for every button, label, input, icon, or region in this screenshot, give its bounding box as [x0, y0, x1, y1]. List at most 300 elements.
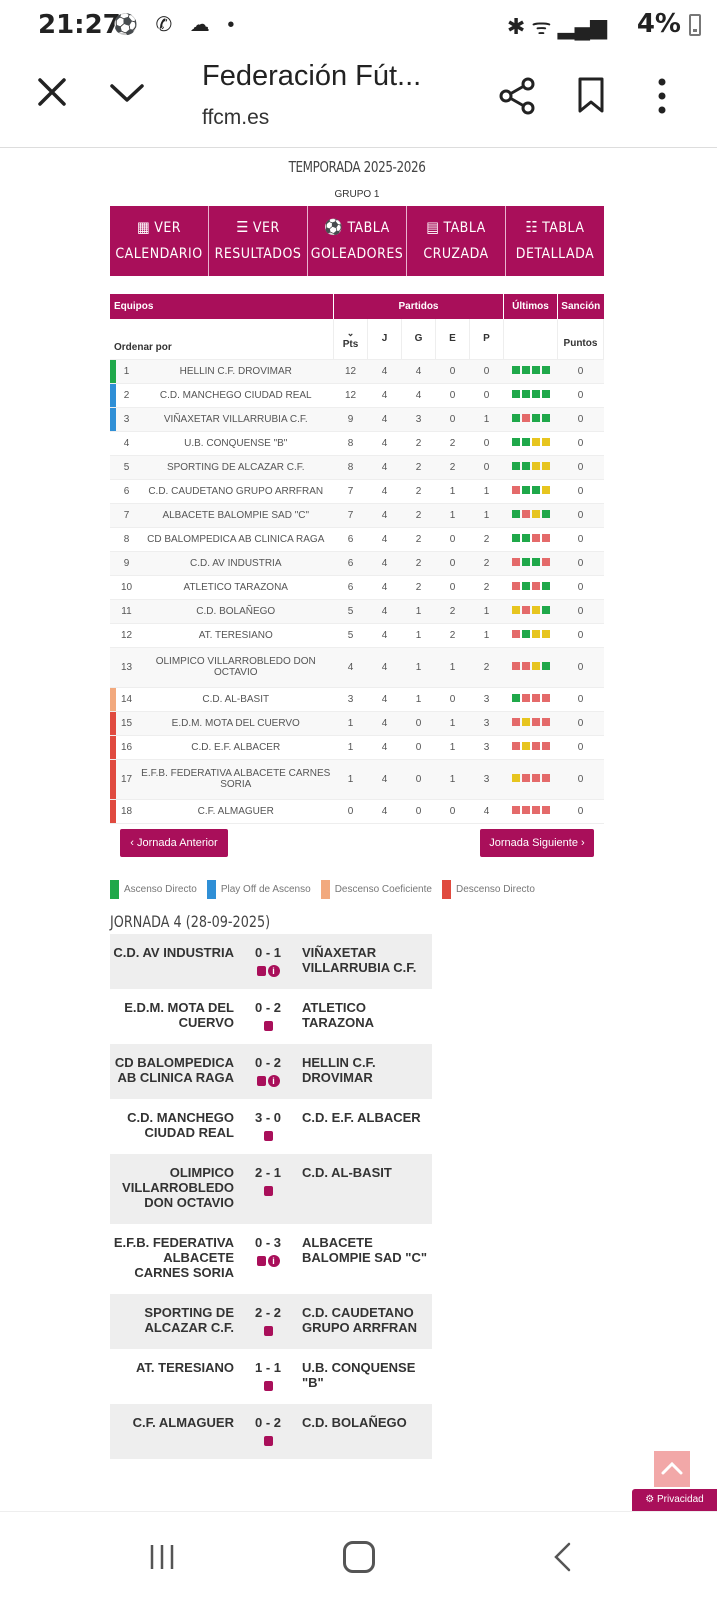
position-number: 3 [123, 413, 130, 425]
table-row[interactable] [110, 527, 604, 551]
stat-j: 4 [368, 687, 402, 711]
team-link[interactable]: C.D. CAUDETANO GRUPO ARRFRAN [134, 479, 334, 503]
position-cell [110, 383, 134, 407]
chevron-right-icon: › [577, 837, 585, 849]
match-score-block [238, 1235, 298, 1294]
col-e: E [436, 319, 470, 359]
form-badge [532, 774, 540, 782]
home-team: C.F. ALMAGUER [132, 1415, 234, 1430]
form-badge [542, 390, 550, 398]
form-badge [542, 462, 550, 470]
next-round-button[interactable] [480, 829, 594, 857]
team-link[interactable]: C.D. AL-BASIT [134, 687, 334, 711]
position-number: 6 [123, 485, 130, 497]
match-report-icon[interactable] [264, 1021, 273, 1031]
stat-e: 0 [436, 407, 470, 431]
team-link[interactable]: C.D. MANCHEGO CIUDAD REAL [134, 383, 334, 407]
next-round-label: Jornada Siguiente [489, 837, 578, 849]
form-badges [512, 582, 550, 590]
menu-label: CALENDARIO [115, 246, 203, 262]
match-icons [238, 1435, 298, 1447]
last-results [504, 479, 558, 503]
table-row[interactable] [110, 623, 604, 647]
match-report-icon[interactable] [264, 1381, 273, 1391]
stat-pts: 7 [334, 479, 368, 503]
match-score-block [238, 1165, 298, 1224]
stat-e: 0 [436, 383, 470, 407]
info-icon[interactable]: i [268, 965, 280, 977]
legend-item [110, 880, 197, 899]
page-url[interactable]: ffcm.es [202, 106, 270, 129]
form-badge [542, 486, 550, 494]
form-badges [512, 774, 550, 782]
team-link[interactable]: C.D. AV INDUSTRIA [134, 551, 334, 575]
match-list [110, 934, 432, 1459]
stat-pts: 7 [334, 503, 368, 527]
position-number: 12 [120, 629, 133, 641]
team-link[interactable]: CD BALOMPEDICA AB CLINICA RAGA [134, 527, 334, 551]
match-report-icon[interactable] [257, 1256, 266, 1266]
team-link[interactable]: C.D. BOLAÑEGO [134, 599, 334, 623]
form-badge [512, 774, 520, 782]
stat-j: 4 [368, 551, 402, 575]
zone-marker [110, 360, 116, 383]
stat-p: 1 [470, 407, 504, 431]
form-badge [532, 582, 540, 590]
away-team: C.D. BOLAÑEGO [302, 1415, 407, 1430]
menu-ver-calendario[interactable] [110, 206, 209, 276]
match-report-icon[interactable] [264, 1326, 273, 1336]
form-badge [522, 774, 530, 782]
stat-p: 4 [470, 799, 504, 823]
chevron-down-icon[interactable] [108, 78, 146, 108]
form-badge [532, 486, 540, 494]
match-score: 0 - 2 [254, 1415, 281, 1430]
form-badge [512, 486, 520, 494]
browser-toolbar [0, 50, 717, 148]
table-row[interactable] [110, 575, 604, 599]
form-badge [542, 662, 550, 670]
form-badge [522, 742, 530, 750]
table-row[interactable] [110, 735, 604, 759]
sort-pts[interactable] [334, 319, 368, 359]
stat-pts: 1 [334, 735, 368, 759]
form-badge [542, 582, 550, 590]
stat-p: 1 [470, 623, 504, 647]
match-row[interactable] [110, 989, 432, 1044]
stat-sancion: 0 [558, 503, 604, 527]
stat-e: 1 [436, 479, 470, 503]
table-row[interactable] [110, 479, 604, 503]
form-badge [522, 366, 530, 374]
stat-p: 0 [470, 383, 504, 407]
stat-j: 4 [368, 799, 402, 823]
stat-e: 2 [436, 599, 470, 623]
stat-pts: 5 [334, 623, 368, 647]
form-badges [512, 462, 550, 470]
home-team: CD BALOMPEDICA AB CLINICA RAGA [114, 1055, 234, 1085]
match-icons [238, 965, 298, 977]
form-badge [532, 438, 540, 446]
match-report-icon[interactable] [264, 1131, 273, 1141]
form-badge [512, 534, 520, 542]
table-row[interactable] [110, 711, 604, 735]
menu-tabla-goleadores[interactable] [308, 206, 407, 276]
menu-tabla-detallada[interactable] [506, 206, 604, 276]
legend-swatch [110, 880, 119, 899]
form-badge [522, 606, 530, 614]
last-results [504, 599, 558, 623]
stat-sancion: 0 [558, 431, 604, 455]
form-badges [512, 662, 550, 670]
info-icon[interactable]: i [268, 1255, 280, 1267]
stat-sancion: 0 [558, 759, 604, 799]
stat-sancion: 0 [558, 735, 604, 759]
position-cell [110, 599, 134, 623]
table-row[interactable] [110, 359, 604, 383]
match-report-icon[interactable] [257, 966, 266, 976]
privacy-button[interactable] [632, 1489, 717, 1511]
stat-j: 4 [368, 479, 402, 503]
away-team: C.D. CAUDETANO GRUPO ARRFRAN [302, 1305, 418, 1335]
stat-e: 0 [436, 359, 470, 383]
team-link[interactable]: HELLIN C.F. DROVIMAR [134, 359, 334, 383]
match-report-icon[interactable] [264, 1436, 273, 1446]
table-row[interactable] [110, 407, 604, 431]
stat-j: 4 [368, 575, 402, 599]
stat-pts: 9 [334, 407, 368, 431]
stat-sancion: 0 [558, 479, 604, 503]
form-badges [512, 534, 550, 542]
match-score: 0 - 2 [254, 1055, 281, 1070]
position-number: 4 [123, 437, 130, 449]
last-results [504, 503, 558, 527]
legend [110, 880, 545, 899]
form-badge [512, 414, 520, 422]
table-row[interactable] [110, 799, 604, 823]
stat-e: 0 [436, 799, 470, 823]
form-badge [542, 534, 550, 542]
stat-e: 1 [436, 759, 470, 799]
status-bar [0, 0, 717, 50]
home-team: AT. TERESIANO [136, 1360, 234, 1375]
form-badge [532, 718, 540, 726]
match-row[interactable] [110, 1349, 432, 1404]
stat-g: 4 [402, 359, 436, 383]
table-row[interactable] [110, 599, 604, 623]
position-number: 14 [120, 693, 133, 705]
match-row[interactable] [110, 934, 432, 989]
menu-label: TABLA [443, 220, 486, 236]
stat-pts: 6 [334, 551, 368, 575]
match-row[interactable] [110, 1404, 432, 1459]
chevron-left-icon: ‹ [130, 837, 137, 849]
table-row[interactable] [110, 687, 604, 711]
position-cell [110, 687, 134, 711]
stat-j: 4 [368, 647, 402, 687]
form-badge [542, 606, 550, 614]
stat-sancion: 0 [558, 383, 604, 407]
stat-e: 1 [436, 711, 470, 735]
home-team: OLIMPICO VILLARROBLEDO DON OCTAVIO [122, 1165, 234, 1210]
match-row[interactable] [110, 1099, 432, 1154]
stat-pts: 8 [334, 455, 368, 479]
stat-sancion: 0 [558, 407, 604, 431]
stat-p: 3 [470, 735, 504, 759]
form-badge [512, 694, 520, 702]
stat-j: 4 [368, 407, 402, 431]
recents-icon[interactable] [147, 1542, 177, 1572]
header-ultimos: Últimos [504, 294, 558, 319]
form-badge [532, 630, 540, 638]
form-badge [522, 534, 530, 542]
position-number: 15 [120, 717, 133, 729]
legend-label: Ascenso Directo [124, 884, 197, 895]
zone-marker [110, 688, 116, 711]
position-number: 18 [120, 805, 133, 817]
team-link[interactable]: C.F. ALMAGUER [134, 799, 334, 823]
form-badge [532, 694, 540, 702]
position-cell [110, 359, 134, 383]
position-cell [110, 711, 134, 735]
match-score: 0 - 2 [254, 1000, 281, 1015]
standings-table [110, 294, 604, 824]
stat-g: 1 [402, 647, 436, 687]
position-number: 13 [120, 661, 133, 673]
stat-g: 2 [402, 551, 436, 575]
away-team: HELLIN C.F. DROVIMAR [302, 1055, 376, 1085]
stat-e: 2 [436, 623, 470, 647]
team-link[interactable]: U.B. CONQUENSE "B" [134, 431, 334, 455]
home-icon[interactable] [343, 1541, 375, 1573]
form-badge [532, 414, 540, 422]
stat-sancion: 0 [558, 647, 604, 687]
stat-sancion: 0 [558, 575, 604, 599]
sort-label: Ordenar por [110, 319, 334, 359]
stat-sancion: 0 [558, 527, 604, 551]
stat-g: 2 [402, 479, 436, 503]
table-row[interactable] [110, 551, 604, 575]
form-badges [512, 438, 550, 446]
stat-p: 1 [470, 599, 504, 623]
last-results [504, 551, 558, 575]
table-row[interactable] [110, 383, 604, 407]
stat-j: 4 [368, 735, 402, 759]
stat-e: 2 [436, 455, 470, 479]
stat-sancion: 0 [558, 599, 604, 623]
form-badge [542, 718, 550, 726]
menu-ver-resultados[interactable] [209, 206, 308, 276]
team-link[interactable]: OLIMPICO VILLARROBLEDO DON OCTAVIO [134, 647, 334, 687]
stat-p: 1 [470, 503, 504, 527]
round-title: JORNADA 4 (28-09-2025) [110, 912, 271, 931]
share-icon[interactable] [497, 76, 537, 116]
position-cell [110, 431, 134, 455]
menu-label: TABLA [347, 220, 390, 236]
team-link[interactable]: VIÑAXETAR VILLARRUBIA C.F. [134, 407, 334, 431]
match-score-block [238, 945, 298, 989]
stat-j: 4 [368, 527, 402, 551]
group-title: GRUPO 1 [334, 189, 380, 200]
position-cell [110, 647, 134, 687]
team-link[interactable]: C.D. E.F. ALBACER [134, 735, 334, 759]
stat-g: 0 [402, 759, 436, 799]
menu-label: CRUZADA [423, 246, 489, 262]
notification-icons: ⚽ ✆ ☁ • [113, 14, 241, 36]
match-report-icon[interactable] [257, 1076, 266, 1086]
bookmark-icon[interactable] [576, 76, 606, 114]
position-cell [110, 527, 134, 551]
table-row[interactable] [110, 647, 604, 687]
form-badge [542, 558, 550, 566]
form-badge [542, 630, 550, 638]
team-link[interactable]: SPORTING DE ALCAZAR C.F. [134, 455, 334, 479]
stat-p: 2 [470, 527, 504, 551]
form-badge [542, 438, 550, 446]
stat-sancion: 0 [558, 359, 604, 383]
legend-swatch [321, 880, 330, 899]
match-row[interactable] [110, 1044, 432, 1099]
team-link[interactable]: E.F.B. FEDERATIVA ALBACETE CARNES SORIA [134, 759, 334, 799]
info-icon[interactable]: i [268, 1075, 280, 1087]
stat-pts: 0 [334, 799, 368, 823]
match-score-block [238, 1360, 298, 1404]
home-team: SPORTING DE ALCAZAR C.F. [144, 1305, 234, 1335]
away-team: ALBACETE BALOMPIE SAD "C" [302, 1235, 427, 1265]
stat-g: 2 [402, 575, 436, 599]
match-score: 0 - 3 [254, 1235, 281, 1250]
form-badge [522, 438, 530, 446]
col-p: P [470, 319, 504, 359]
form-badges [512, 606, 550, 614]
list-icon: ☰ [236, 218, 249, 236]
match-icons [238, 1325, 298, 1337]
form-badge [512, 630, 520, 638]
table-row[interactable] [110, 503, 604, 527]
legend-label: Play Off de Ascenso [220, 884, 311, 895]
system-icons: ✱ ᯤ ▂▄▆ [506, 14, 607, 39]
previous-round-button[interactable] [120, 829, 228, 857]
last-results [504, 687, 558, 711]
position-number: 7 [123, 509, 130, 521]
privacy-label: Privacidad [657, 1494, 704, 1505]
stat-e: 1 [436, 735, 470, 759]
col-puntos: Puntos [558, 319, 604, 359]
match-row[interactable] [110, 1224, 432, 1294]
stat-pts: 3 [334, 687, 368, 711]
position-number: 16 [120, 741, 133, 753]
form-badge [532, 606, 540, 614]
table-row[interactable] [110, 759, 604, 799]
form-badge [532, 662, 540, 670]
detail-list-icon: ☷ [525, 218, 539, 236]
form-badge [512, 558, 520, 566]
legend-item [321, 880, 432, 899]
table-row[interactable] [110, 431, 604, 455]
stat-g: 2 [402, 527, 436, 551]
position-cell [110, 503, 134, 527]
menu-label: VER [252, 220, 280, 236]
zone-marker [110, 384, 116, 407]
col-ultimos [504, 319, 558, 359]
legend-swatch [442, 880, 451, 899]
position-cell [110, 407, 134, 431]
stat-p: 0 [470, 359, 504, 383]
stat-e: 2 [436, 431, 470, 455]
match-report-icon[interactable] [264, 1186, 273, 1196]
away-team: U.B. CONQUENSE "B" [302, 1360, 416, 1390]
match-row[interactable] [110, 1294, 432, 1349]
legend-item [207, 880, 311, 899]
stat-e: 1 [436, 647, 470, 687]
back-icon[interactable] [551, 1541, 573, 1573]
stat-sancion: 0 [558, 623, 604, 647]
stat-j: 4 [368, 359, 402, 383]
stat-pts: 1 [334, 711, 368, 735]
stat-j: 4 [368, 431, 402, 455]
android-nav-bar [0, 1511, 717, 1600]
stat-g: 1 [402, 623, 436, 647]
stat-pts: 1 [334, 759, 368, 799]
form-badge [532, 806, 540, 814]
more-options-icon[interactable] [655, 76, 669, 116]
zone-marker [110, 712, 116, 735]
stat-e: 0 [436, 551, 470, 575]
match-row[interactable] [110, 1154, 432, 1224]
stat-sancion: 0 [558, 799, 604, 823]
away-team: ATLETICO TARAZONA [302, 1000, 374, 1030]
home-team: E.D.M. MOTA DEL CUERVO [124, 1000, 234, 1030]
last-results [504, 623, 558, 647]
stat-p: 2 [470, 551, 504, 575]
position-cell [110, 759, 134, 799]
form-badges [512, 486, 550, 494]
home-team: E.F.B. FEDERATIVA ALBACETE CARNES SORIA [113, 1235, 234, 1280]
last-results [504, 647, 558, 687]
last-results [504, 407, 558, 431]
zone-marker [110, 736, 116, 759]
form-badge [532, 558, 540, 566]
close-icon[interactable] [34, 74, 70, 110]
match-score-block [238, 1055, 298, 1099]
form-badges [512, 558, 550, 566]
chevron-down-icon: ⌄ [346, 327, 355, 338]
team-link[interactable]: E.D.M. MOTA DEL CUERVO [134, 711, 334, 735]
status-time: 21:27 [38, 10, 121, 40]
form-badge [542, 774, 550, 782]
form-badge [532, 390, 540, 398]
menu-tabla-cruzada[interactable] [407, 206, 506, 276]
last-results [504, 431, 558, 455]
position-cell [110, 623, 134, 647]
form-badges [512, 742, 550, 750]
form-badge [542, 742, 550, 750]
match-score-block [238, 1110, 298, 1154]
form-badge [522, 414, 530, 422]
ball-icon: ⚽ [324, 218, 344, 236]
team-link[interactable]: ATLETICO TARAZONA [134, 575, 334, 599]
form-badge [522, 694, 530, 702]
position-number: 2 [123, 389, 130, 401]
form-badge [532, 510, 540, 518]
legend-item [442, 880, 535, 899]
team-link[interactable]: AT. TERESIANO [134, 623, 334, 647]
table-row[interactable] [110, 455, 604, 479]
scroll-top-button[interactable] [654, 1451, 690, 1487]
team-link[interactable]: ALBACETE BALOMPIE SAD "C" [134, 503, 334, 527]
page-title: Federación Fút... [202, 60, 422, 92]
stat-g: 0 [402, 735, 436, 759]
